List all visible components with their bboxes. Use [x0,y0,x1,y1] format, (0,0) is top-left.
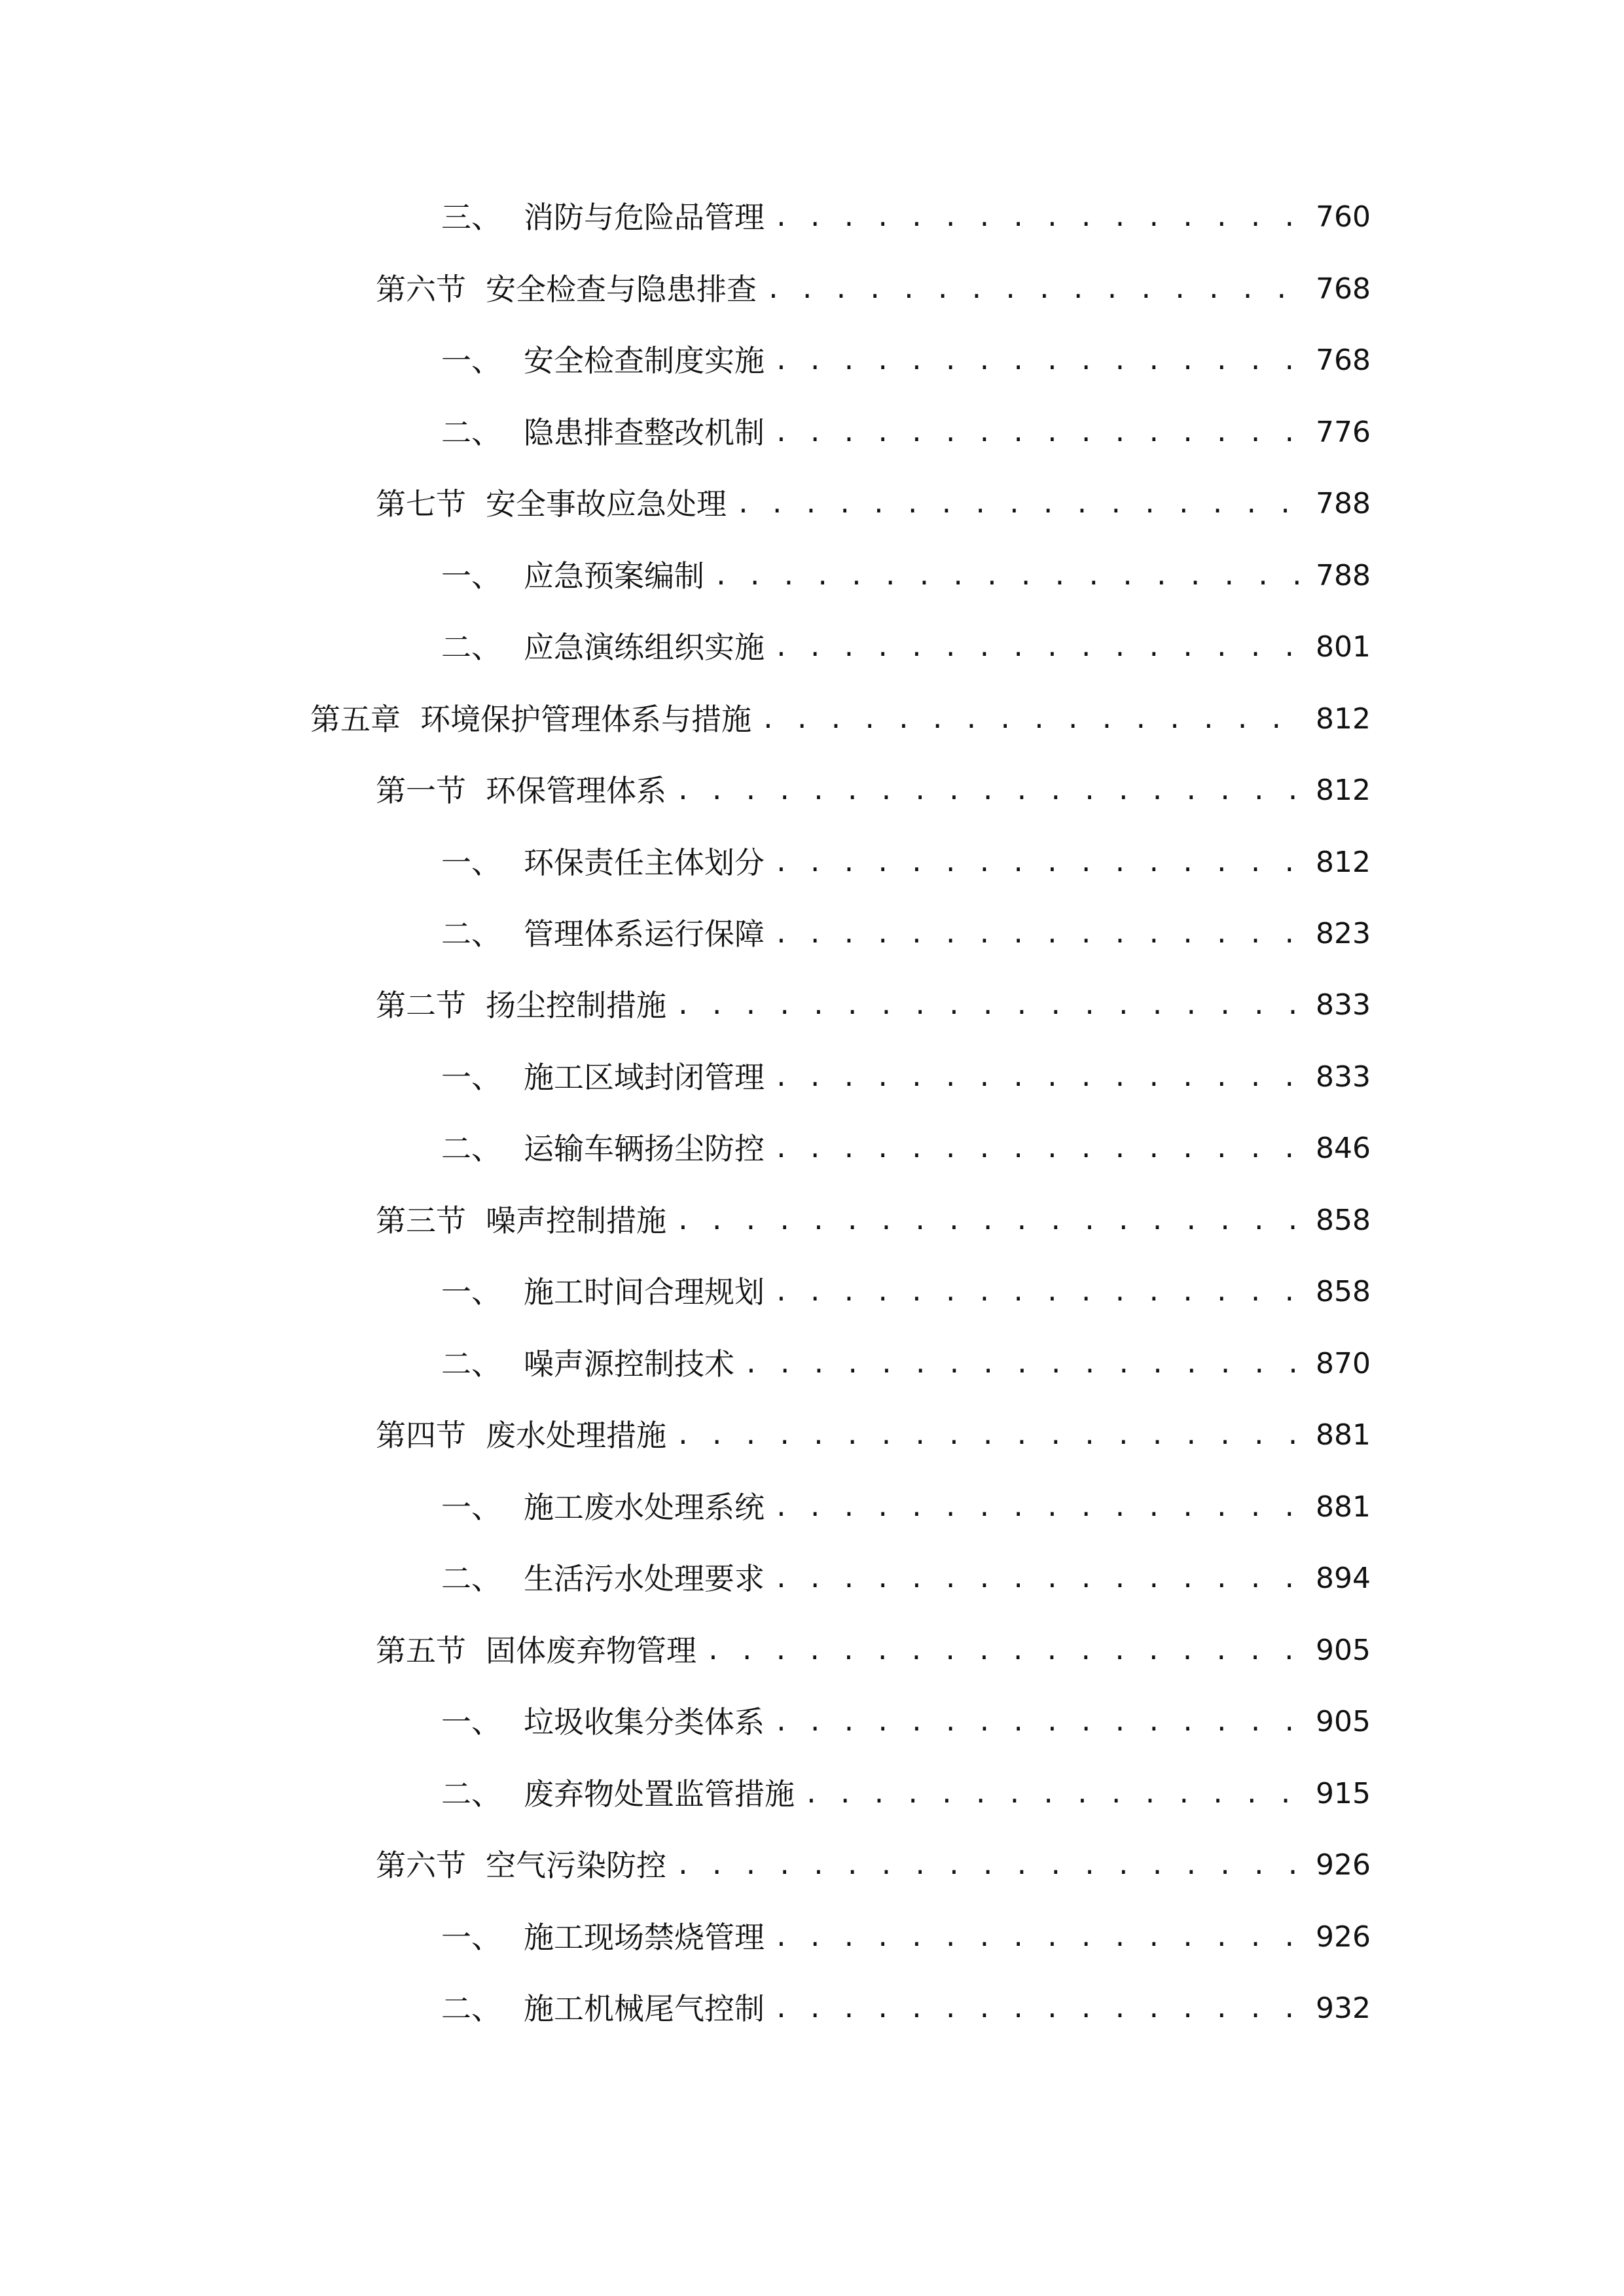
dot-leader [713,550,1307,602]
toc-entry-title: 固体废弃物管理 [486,1633,696,1668]
toc-entry-title: 环境保护管理体系与措施 [420,702,751,737]
toc-entry-number: 第五章 [310,702,401,737]
dot-leader [744,1338,1307,1390]
dot-leader [774,1552,1307,1605]
toc-page-number: 812 [1316,846,1371,879]
toc-entry-number: 二、 [441,415,501,450]
toc-page-number: 881 [1316,1490,1371,1524]
toc-entry-title: 施工时间合理规划 [524,1274,765,1310]
toc-entry[interactable] [376,1839,1371,1892]
toc-entry-title: 废水处理措施 [486,1418,666,1453]
toc-page-number: 788 [1316,559,1371,592]
toc-entry-number: 二、 [441,1991,501,2026]
toc-entry-number: 三、 [441,200,501,235]
toc-page-number: 776 [1316,416,1371,449]
toc-page-number: 932 [1316,1992,1371,2025]
toc-entry-title: 管理体系运行保障 [524,916,765,952]
toc-page-number: 823 [1316,917,1371,950]
toc-entry-title: 施工废水处理系统 [524,1490,765,1525]
toc-entry-title: 隐患排查整改机制 [524,415,765,450]
toc-entry[interactable] [441,1911,1371,1964]
toc-entry-title: 安全检查与隐患排查 [486,272,757,307]
toc-entry-title: 环保责任主体划分 [524,845,765,880]
dot-leader [774,621,1307,673]
toc-page-number: 858 [1316,1275,1371,1308]
toc-entry[interactable] [376,764,1371,817]
toc-entry-title: 运输车辆扬尘防控 [524,1131,765,1166]
dot-leader [736,478,1307,530]
toc-page-number: 812 [1316,702,1371,736]
toc-entry-number: 二、 [441,916,501,952]
toc-entry-title: 施工区域封闭管理 [524,1060,765,1095]
toc-entry[interactable] [441,1982,1371,2035]
toc-entry-title: 安全事故应急处理 [486,486,727,522]
toc-page-number: 812 [1316,774,1371,807]
toc-page-number: 833 [1316,988,1371,1022]
toc-entry[interactable] [441,621,1371,673]
toc-page-number: 768 [1316,344,1371,377]
toc-entry[interactable] [441,908,1371,960]
toc-entry[interactable] [441,191,1371,243]
toc-entry-title: 噪声控制措施 [486,1203,666,1238]
toc-entry[interactable] [441,406,1371,459]
toc-entry-title: 消防与危险品管理 [524,200,765,235]
toc-entry-title: 施工机械尾气控制 [524,1991,765,2026]
dot-leader [774,191,1307,243]
dot-leader [774,1911,1307,1964]
toc-entry-title: 垃圾收集分类体系 [524,1704,765,1740]
toc-page-number: 870 [1316,1347,1371,1380]
dot-leader [766,263,1307,315]
dot-leader [774,1051,1307,1103]
dot-leader [804,1768,1307,1820]
toc-entry-number: 一、 [441,1060,501,1095]
dot-leader [774,1481,1307,1534]
toc-page-number: 846 [1316,1132,1371,1165]
toc-entry-number: 第三节 [376,1203,466,1238]
toc-page-number: 833 [1316,1060,1371,1094]
dot-leader [676,979,1307,1031]
toc-entry-number: 一、 [441,845,501,880]
toc-page-number: 768 [1316,272,1371,306]
toc-page-number: 881 [1316,1418,1371,1452]
toc-entry[interactable] [441,1051,1371,1103]
toc-entry[interactable] [376,1194,1371,1247]
toc-page-number: 801 [1316,630,1371,664]
toc-entry-number: 第二节 [376,988,466,1023]
dot-leader [774,406,1307,459]
toc-entry[interactable] [441,550,1371,602]
toc-entry-number: 第七节 [376,486,466,522]
toc-entry-title: 生活污水处理要求 [524,1561,765,1596]
toc-entry-title: 环保管理体系 [486,773,666,808]
dot-leader [706,1624,1307,1677]
toc-entry-title: 施工现场禁烧管理 [524,1920,765,1955]
dot-leader [761,693,1307,745]
toc-entry[interactable] [376,979,1371,1031]
toc-page-number: 905 [1316,1634,1371,1667]
toc-entry-number: 第六节 [376,272,466,307]
toc-entry-number: 第四节 [376,1418,466,1453]
toc-page-number: 894 [1316,1562,1371,1595]
toc-page-number: 905 [1316,1705,1371,1738]
toc-entry[interactable] [441,1552,1371,1605]
toc-entry-title: 空气污染防控 [486,1848,666,1883]
toc-page-number: 760 [1316,200,1371,234]
toc-entry[interactable] [441,836,1371,889]
toc-entry[interactable] [441,1768,1371,1820]
toc-entry-number: 一、 [441,1704,501,1740]
dot-leader [676,1839,1307,1892]
toc-page-number: 915 [1316,1777,1371,1810]
toc-entry-number: 一、 [441,1274,501,1310]
toc-entry-title: 安全检查制度实施 [524,343,765,378]
toc-entry-title: 应急预案编制 [524,558,704,594]
toc-entry-number: 二、 [441,1561,501,1596]
toc-entry-number: 一、 [441,1920,501,1955]
toc-entry-number: 第五节 [376,1633,466,1668]
toc-entry-title: 应急演练组织实施 [524,630,765,665]
toc-entry-number: 一、 [441,343,501,378]
dot-leader [774,334,1307,387]
dot-leader [774,1696,1307,1748]
toc-entry-number: 一、 [441,558,501,594]
toc-entry-number: 二、 [441,1776,501,1812]
dot-leader [676,1409,1307,1462]
toc-page-number: 858 [1316,1204,1371,1237]
toc-entry-number: 二、 [441,1346,501,1382]
toc-entry[interactable] [376,478,1371,530]
toc-page-number: 788 [1316,487,1371,520]
toc-entry[interactable] [376,1624,1371,1677]
toc-entry[interactable] [376,1409,1371,1462]
toc-entry[interactable] [441,334,1371,387]
toc-entry-title: 扬尘控制措施 [486,988,666,1023]
toc-page-number: 926 [1316,1848,1371,1882]
dot-leader [676,764,1307,817]
toc-entry-title: 噪声源控制技术 [524,1346,734,1382]
dot-leader [676,1194,1307,1247]
dot-leader [774,1266,1307,1318]
toc-entry[interactable] [376,263,1371,315]
dot-leader [774,836,1307,889]
toc-page-number: 926 [1316,1920,1371,1954]
dot-leader [774,1122,1307,1175]
toc-entry[interactable] [441,1696,1371,1748]
toc-entry-number: 一、 [441,1490,501,1525]
toc-entry[interactable] [441,1122,1371,1175]
toc-entry-number: 第六节 [376,1848,466,1883]
toc-entry-number: 二、 [441,630,501,665]
toc-entry-number: 第一节 [376,773,466,808]
toc-entry-title: 废弃物处置监管措施 [524,1776,795,1812]
dot-leader [774,1982,1307,2035]
toc-entry[interactable] [310,693,1371,745]
toc-entry[interactable] [441,1481,1371,1534]
toc-entry[interactable] [441,1338,1371,1390]
toc-entry-number: 二、 [441,1131,501,1166]
dot-leader [774,908,1307,960]
toc-entry[interactable] [441,1266,1371,1318]
